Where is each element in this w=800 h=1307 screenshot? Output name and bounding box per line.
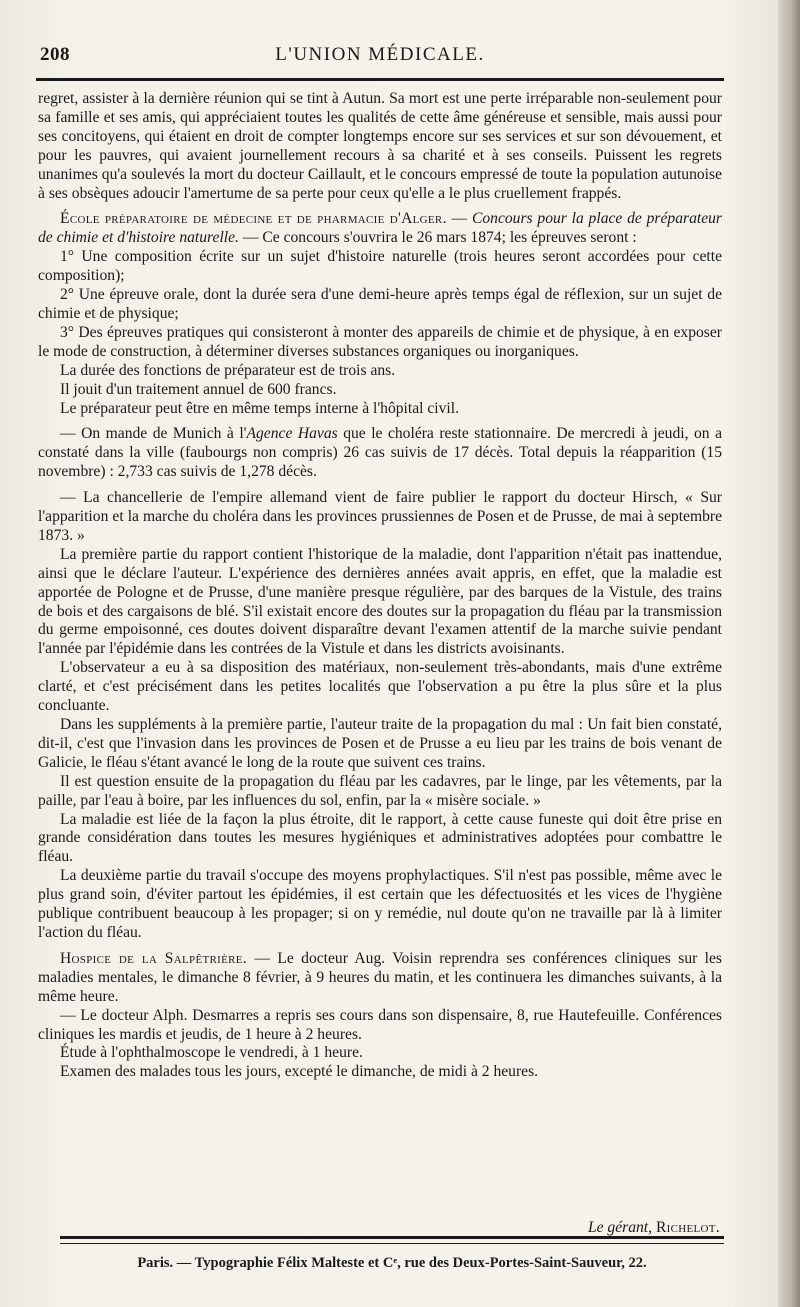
paragraph-deuxieme-partie: La deuxième partie du travail s'occupe des moyens prophylactiques. S'il n'est pas possible, même avec le plus grand soin, d'éviter partout les épidémies, il est certain que les défectuosités et les vices de l'hygiène publique contribuent beaucoup à les propager; si on y remédie, nul doute qu'on ne travaille par là à limiter l'action du fléau. [38, 867, 722, 941]
paragraph-chancellerie: — La chancellerie de l'empire allemand vient de faire publier le rapport du docteur Hirsch, « Sur l'apparition et la marche du choléra dans les provinces prussiennes de Posen et de Prusse, de mai à septembre 1873. » [38, 489, 722, 544]
paragraph-traitement: Il jouit d'un traitement annuel de 600 francs. [60, 380, 337, 398]
salpetriere-text: — Le docteur Aug. Voisin reprendra ses conférences cliniques sur les maladies mentales, le dimanche 8 février, à 9 heures du matin, et les continuera les dimanches suivants, à la même heure. [38, 949, 723, 1005]
signature-name: Richelot. [655, 1219, 720, 1236]
page-edge [778, 0, 800, 1307]
agence-havas: Agence Havas [246, 425, 338, 443]
dash: — [446, 210, 472, 228]
paragraph-supplements: Dans les suppléments à la première partie, l'auteur traite de la propagation du mal : Un fait bien constaté, dit-il, c'est que l'invasion dans les provinces de Posen et de Prusse a eu lieu par les trains de bois venant de Galicie, le fléau s'étant avancé le long de la route que suivent ces trains. [38, 716, 722, 771]
paragraph-premiere-partie: La première partie du rapport contient l'historique de la maladie, dont l'apparition n'était pas inattendue, ainsi que le déclare l'auteur. L'expérience des dernières années avait appris, en effet, que la maladie est apportée de Pologne et de Prusse, d'une manière presque régulière, par des barques de la Vistule, des trains de bois et des cargaisons de blé. S'il existait encore des doutes sur la propagation du fléau par la transmission du germe empoisonné, ces doutes doivent disparaître devant l'examen attentif de la marche suivie pendant l'année par l'épidémie dans les contrées de la Vistule et dans les districts avoisinants. [38, 545, 722, 658]
page-number: 208 [40, 44, 70, 65]
signature-role: Le gérant, [587, 1219, 653, 1236]
list-item-pratiques: 3° Des épreuves pratiques qui consisteront à monter des appareils de chimie et de physique, à en exposer le mode de construction, à déterminer diverses substances organiques ou inorganiques. [38, 323, 722, 360]
paragraph-salpetriere [38, 950, 722, 1007]
paragraph-propagation: Il est question ensuite de la propagation du fléau par les cadavres, par le linge, par les vêtements, par la paille, par l'eau à boire, par les influences du sol, enfin, par la « misère sociale. » [38, 772, 722, 809]
munich-text-a: — On mande de Munich à l' [60, 425, 247, 443]
paragraph-observateur: L'observateur a eu à sa disposition des matériaux, non-seulement très-abondants, mais d'une extrême clarté, et c'est précisément dans les petites localités que l'observation a pu être la plus sûre et la plus concluante. [38, 659, 722, 715]
paragraph-ophthalmoscope: Étude à l'ophthalmoscope le vendredi, à 1 heure. [60, 1044, 363, 1062]
paragraph-obituary: regret, assister à la dernière réunion qui se tint à Autun. Sa mort est une perte irréparable non-seulement pour sa famille et ses amis, qui appréciaient toutes les qualités de cette âme généreuse et sensible, mais aussi pour ses concitoyens, qui étaient en droit de compter longtemps encore sur ses services et sur son dévouement, et pour les pauvres, qui avaient journellement recours à sa charité et à ses conseils. Puissent les regrets unanimes qu'a soulevés la mort du docteur Caillault, et le concours empressé de toute la population autunoise à ses obsèques adoucir l'amertume de sa perte pour ceux qu'elle a le plus cruellement frappés. [38, 90, 722, 202]
paragraph-concours [38, 210, 722, 248]
footer-rule-thin [60, 1243, 724, 1244]
footer-rule [60, 1236, 724, 1239]
paragraph-desmarres: — Le docteur Alph. Desmarres a repris ses cours dans son dispensaire, 8, rue Hautefeuille. Conférences cliniques les mardis et jeudis, de 1 heure à 2 heures. [38, 1006, 722, 1043]
list-item-composition: 1° Une composition écrite sur un sujet d'histoire naturelle (trois heures seront accordées pour cette composition); [38, 248, 722, 285]
paragraph-munich [38, 425, 722, 482]
paragraph-maladie: La maladie est liée de la façon la plus étroite, dit le rapport, à cette cause funeste qui doit être prise en grande considération dans toutes les mesures hygiéniques et administratives adoptées pour combattre le fléau. [38, 810, 722, 866]
imprint: Paris. — Typographie Félix Malteste et Cᵉ, rue des Deux-Portes-Saint-Sauveur, 22. [137, 1255, 647, 1271]
signature [380, 1219, 720, 1237]
paragraph-interne: Le préparateur peut être en même temps interne à l'hôpital civil. [60, 399, 459, 417]
article-body [38, 90, 722, 1082]
concours-title: Concours pour la place de préparateur de chimie et d'histoire naturelle. [38, 210, 722, 247]
header-rule [36, 78, 724, 81]
concours-text: — Ce concours s'ouvrira le 26 mars 1874; les épreuves seront : [238, 229, 637, 247]
section-heading-ecole: École préparatoire de médecine et de pharmacie d'Alger. [60, 210, 447, 228]
list-item-oral: 2° Une épreuve orale, dont la durée sera d'une demi-heure après temps égal de réflexion, sur un sujet de chimie et de physique; [38, 286, 722, 322]
running-title: L'UNION MÉDICALE. [275, 44, 485, 65]
paragraph-duree: La durée des fonctions de préparateur est de trois ans. [60, 361, 396, 379]
page-header [40, 44, 720, 74]
paragraph-examen: Examen des malades tous les jours, excepté le dimanche, de midi à 2 heures. [60, 1063, 539, 1081]
section-heading-salpetriere: Hospice de la Salpêtrière. [60, 949, 247, 967]
munich-text-b: que le choléra reste stationnaire. De mercredi à jeudi, on a constaté dans la ville (faubourgs non compris) 26 cas suivis de 17 décès. Total depuis la réapparition (15 novembre) : 2,733 cas suivis de 1,278 décès. [38, 425, 722, 481]
